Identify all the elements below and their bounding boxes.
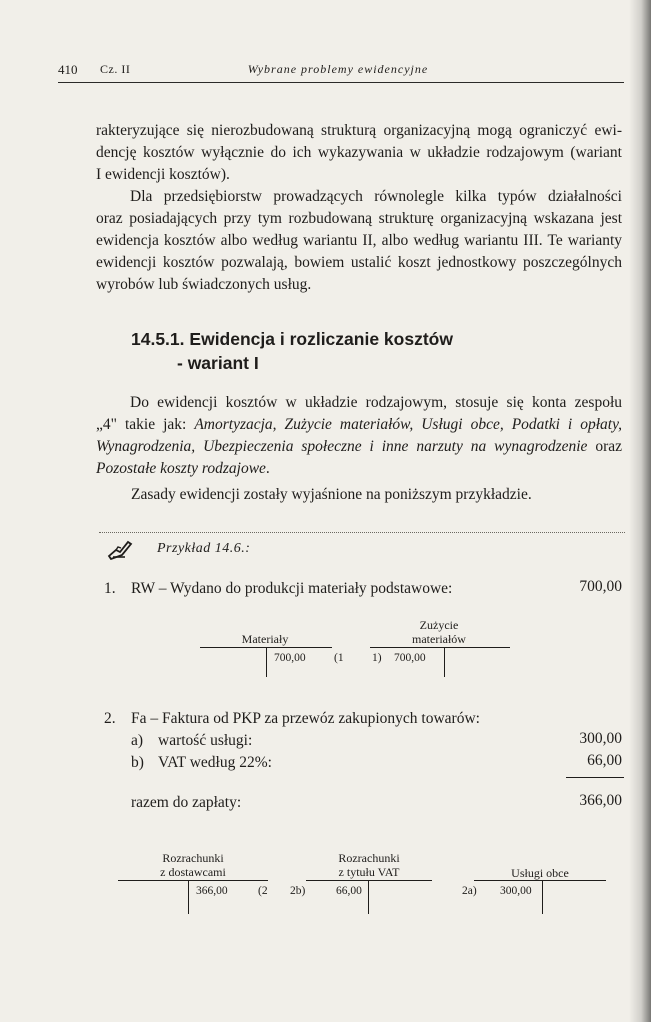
entry-2-text: Fa – Faktura od PKP za przewóz zakupionych towarów: [131,710,480,727]
paragraph-italic: Pozostałe koszty rodzajowe [96,460,266,477]
paragraph-text: „4" takie jak: [96,416,195,433]
entry-mark: (2 [258,885,268,897]
writing-hand-icon [107,538,133,560]
dotted-separator [99,532,625,533]
entry-1-number: 1. [104,580,116,597]
account-name: Usługi obce [511,866,569,880]
debit-amount: 300,00 [500,885,532,897]
entry-mark: 2b) [290,885,306,897]
paragraph-line: I ewidencji kosztów). [96,166,230,183]
paragraph-line: ewidencja kosztów albo według wariantu II, albo według wariantu III. Te warianty [96,232,622,249]
part-label: Cz. II [100,62,131,76]
paragraph-line: rakteryzujące się nierozbudowaną strukturą organizacyjną mogą ograniczyć ewi- [96,122,622,139]
account-name: Rozrachunki [162,851,224,865]
entry-2b-amount: 66,00 [587,752,622,769]
paragraph-italic: Wynagrodzenia, Ubezpieczenia społeczne i inne narzuty na wynagrodzenie [96,438,588,455]
paragraph-1 [96,120,622,186]
credit-amount: 700,00 [274,652,306,664]
running-title: Wybrane problemy ewidencyjne [247,62,429,76]
entry-1-text: RW – Wydano do produkcji materiały podstawowe: [131,580,453,597]
page-number: 410 [58,62,78,77]
entry-mark: 2a) [462,885,477,897]
paragraph-line [96,458,622,480]
account-name: z dostawcami [160,865,226,879]
paragraph-line: dencję kosztów wyłącznie do ich wykazywania w układzie rodzajowym (wariant [96,144,622,161]
entry-2-total: 366,00 [579,792,622,809]
t-account-materialy [200,632,330,646]
account-name: Rozrachunki [338,851,400,865]
entry-2-number: 2. [104,710,116,727]
entry-2-total-label: razem do zapłaty: [131,794,242,811]
account-name: Zużycie [419,618,459,632]
paragraph-line: Dla przedsiębiorstw prowadzących równolegle kilka typów działalności [130,188,622,205]
entry-2a-letter: a) [131,732,144,749]
t-account-rozrachunki-z-tytulu-vat [306,851,432,879]
entry-1-amount: 700,00 [579,578,622,595]
paragraph-line: oraz posiadających przy tym rozbudowaną strukturę organizacyjną wskazana jest [96,210,622,227]
page-edge-shadow [629,0,651,1022]
entry-mark: (1 [334,652,344,664]
example-header [99,538,625,564]
intro-line: Zasady ewidencji zostały wyjaśnione na poniższym przykładzie. [131,486,532,503]
entry-mark: 1) [372,652,382,664]
account-name: z tytułu VAT [338,865,400,879]
section-title: Ewidencja i rozliczanie kosztów [189,329,453,349]
running-header [58,58,618,82]
section-number: 14.5.1. [131,329,185,349]
t-account-uslugi-obce [474,866,606,880]
debit-amount: 700,00 [394,652,426,664]
entry-2b-text: VAT według 22%: [158,754,272,771]
section-title-line2: - wariant I [177,353,259,373]
paragraph-text: . [265,460,270,477]
paragraph-text: oraz [587,438,622,455]
paragraph-line: wyrobów lub świadczonych usług. [96,276,312,293]
entry-2a-text: wartość usługi: [158,732,253,749]
entry-2a-amount: 300,00 [579,730,622,747]
sum-rule [566,777,624,778]
paragraph-italic: Amortyzacja, Zużycie materiałów, Usługi obce, Podatki i opłaty, [194,416,622,433]
entry-2b-letter: b) [131,754,144,771]
t-account-zuzycie-materialow [370,618,508,646]
paragraph-line [96,436,622,458]
section-heading [131,327,453,375]
paragraph-line: ewidencji kosztów pozwalają, bowiem ustalić koszt jednostkowy poszczególnych [96,254,622,271]
t-account-rozrachunki-z-dostawcami [118,851,268,879]
paragraph-2 [96,186,622,296]
account-name: Materiały [241,632,289,646]
debit-amount: 66,00 [336,885,362,897]
paragraph-line: Do ewidencji kosztów w układzie rodzajowym, stosuje się konta zespołu [130,394,622,411]
paragraph-line [96,414,622,436]
account-name: materiałów [412,632,466,646]
credit-amount: 366,00 [196,885,228,897]
example-label: Przykład 14.6.: [157,541,251,556]
header-rule [58,82,624,83]
section-paragraph [96,392,622,480]
